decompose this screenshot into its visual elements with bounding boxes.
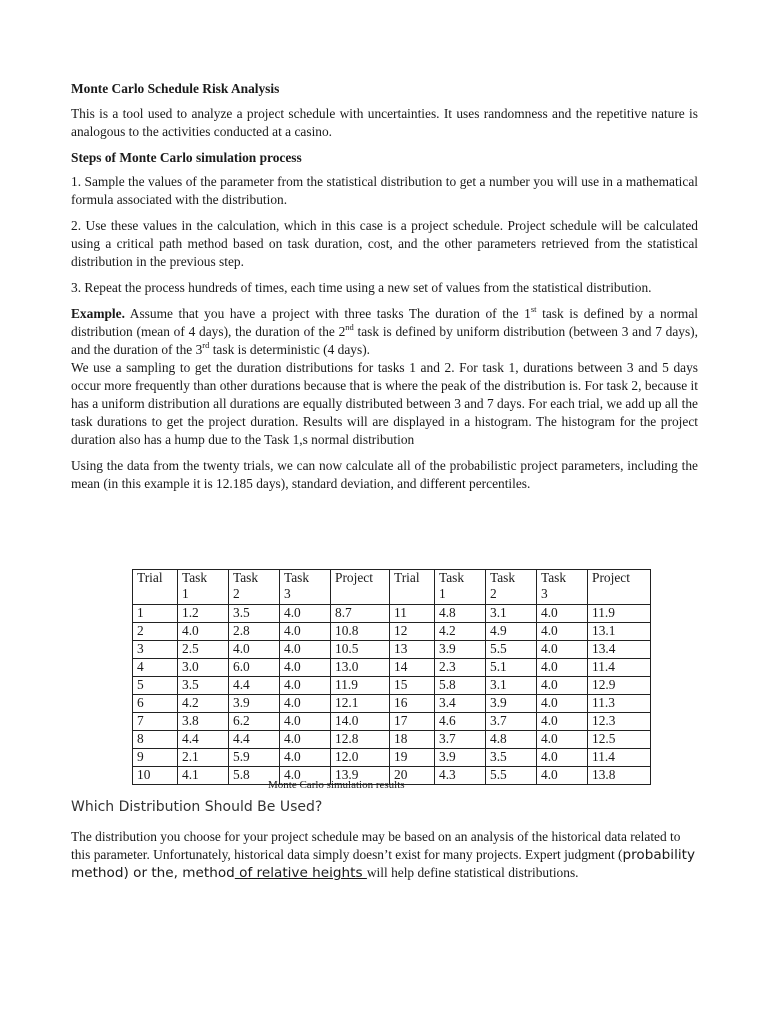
table-cell: 20 <box>390 767 435 785</box>
column-header-line: Trial <box>394 570 420 585</box>
column-header-line: 1 <box>182 586 189 601</box>
distribution-paragraph <box>71 828 701 882</box>
column-header-line: Project <box>335 570 373 585</box>
example-text-4: task is deterministic (4 days). <box>209 342 371 357</box>
table-caption: Monte Carlo simulation results <box>268 779 405 791</box>
table-cell: 4.0 <box>537 749 588 767</box>
column-header-line: Task <box>490 570 516 585</box>
table-cell: 3.5 <box>486 749 537 767</box>
table-cell: 10.5 <box>331 641 390 659</box>
column-header-line: Task <box>541 570 567 585</box>
steps-heading: Steps of Monte Carlo simulation process <box>71 150 302 165</box>
table-cell: 4.1 <box>178 767 229 785</box>
table-cell: 3 <box>133 641 178 659</box>
table-cell: 3.7 <box>435 731 486 749</box>
table-cell: 4.0 <box>537 731 588 749</box>
column-header <box>331 570 390 605</box>
table-cell: 3.1 <box>486 605 537 623</box>
table-cell: 3.7 <box>486 713 537 731</box>
table-cell: 4.0 <box>280 641 331 659</box>
example-text-1: Assume that you have a project with three tasks The duration of the 1 <box>124 306 531 321</box>
table-cell: 4.0 <box>537 623 588 641</box>
table-cell: 11.4 <box>588 749 651 767</box>
column-header-line: 1 <box>439 586 446 601</box>
table-cell: 12.5 <box>588 731 651 749</box>
table-cell: 4.9 <box>486 623 537 641</box>
table-cell: 4.0 <box>537 641 588 659</box>
document-body <box>71 80 698 501</box>
column-header-line: Task <box>233 570 259 585</box>
column-header-line: 2 <box>490 586 497 601</box>
example-paragraph <box>71 305 698 359</box>
table-cell: 3.9 <box>486 695 537 713</box>
table-cell: 4.0 <box>537 659 588 677</box>
table-row <box>133 749 651 767</box>
distribution-text-3: will help define statistical distributions. <box>366 865 579 880</box>
example-text-3: task is defined by uniform distribution (between 3 and 7 days), and the duration of the 3 <box>71 324 698 357</box>
table-row <box>133 713 651 731</box>
table-cell: 12.0 <box>331 749 390 767</box>
table-row <box>133 641 651 659</box>
column-header-line: Task <box>182 570 208 585</box>
table-cell: 6.2 <box>229 713 280 731</box>
table-cell: 4.0 <box>280 623 331 641</box>
column-header <box>178 570 229 605</box>
table-cell: 2.1 <box>178 749 229 767</box>
table-cell: 4.0 <box>280 767 331 785</box>
table-cell: 4.0 <box>280 731 331 749</box>
table-cell: 4.4 <box>178 731 229 749</box>
table-cell: 4.8 <box>486 731 537 749</box>
table-cell: 3.9 <box>435 641 486 659</box>
table-row <box>133 731 651 749</box>
column-header-line: 3 <box>284 586 291 601</box>
column-header <box>280 570 331 605</box>
table-cell: 13.8 <box>588 767 651 785</box>
table-cell: 3.8 <box>178 713 229 731</box>
table-cell: 2.5 <box>178 641 229 659</box>
table-cell: 14 <box>390 659 435 677</box>
table-cell: 4.0 <box>280 677 331 695</box>
table-cell: 11.9 <box>588 605 651 623</box>
table-cell: 4.4 <box>229 731 280 749</box>
table-cell: 17 <box>390 713 435 731</box>
table-header-row <box>133 570 651 605</box>
column-header-line: 2 <box>233 586 240 601</box>
column-header-line: Task <box>284 570 310 585</box>
table-cell: 12.3 <box>588 713 651 731</box>
table-cell: 1 <box>133 605 178 623</box>
table-cell: 5 <box>133 677 178 695</box>
table-cell: 4.0 <box>280 605 331 623</box>
table-cell: 2 <box>133 623 178 641</box>
column-header-line: Task <box>439 570 465 585</box>
table-cell: 14.0 <box>331 713 390 731</box>
table-cell: 5.8 <box>435 677 486 695</box>
table-cell: 18 <box>390 731 435 749</box>
example-label: Example. <box>71 306 125 321</box>
table-cell: 3.5 <box>178 677 229 695</box>
distribution-text-2: ) or the, method <box>123 865 235 881</box>
table-cell: 8 <box>133 731 178 749</box>
table-row <box>133 605 651 623</box>
table-body <box>133 605 651 785</box>
table-cell: 5.5 <box>486 767 537 785</box>
table-cell: 4.6 <box>435 713 486 731</box>
column-header-line: Project <box>592 570 630 585</box>
table-cell: 5.9 <box>229 749 280 767</box>
table-cell: 4.0 <box>178 623 229 641</box>
table-cell: 8.7 <box>331 605 390 623</box>
ordinal-1: st <box>530 304 537 314</box>
table-cell: 5.5 <box>486 641 537 659</box>
intro-paragraph: This is a tool used to analyze a project schedule with uncertainties. It uses randomness and the repetitive nature is analogous to the activities conducted at a casino. <box>71 106 698 139</box>
table-cell: 12 <box>390 623 435 641</box>
example-text-2: task is defined by a normal distribution (mean of 4 days), the duration of the 2 <box>71 306 698 339</box>
table-cell: 1.2 <box>178 605 229 623</box>
table-cell: 12.1 <box>331 695 390 713</box>
relative-heights-link[interactable]: of relative heights <box>234 865 367 881</box>
table-cell: 5.1 <box>486 659 537 677</box>
table-cell: 4.8 <box>435 605 486 623</box>
table-cell: 3.1 <box>486 677 537 695</box>
table-cell: 13 <box>390 641 435 659</box>
results-table-wrapper <box>132 569 651 785</box>
table-cell: 5.8 <box>229 767 280 785</box>
table-cell: 2.8 <box>229 623 280 641</box>
table-row <box>133 659 651 677</box>
table-cell: 3.5 <box>229 605 280 623</box>
table-cell: 11.9 <box>331 677 390 695</box>
table-cell: 4.0 <box>537 767 588 785</box>
table-cell: 10.8 <box>331 623 390 641</box>
table-cell: 4.0 <box>280 749 331 767</box>
table-cell: 3.9 <box>229 695 280 713</box>
table-cell: 11.4 <box>588 659 651 677</box>
column-header <box>486 570 537 605</box>
column-header <box>537 570 588 605</box>
table-cell: 9 <box>133 749 178 767</box>
section-heading: Which Distribution Should Be Used? <box>71 799 323 815</box>
table-cell: 12.9 <box>588 677 651 695</box>
table-row <box>133 695 651 713</box>
table-cell: 11.3 <box>588 695 651 713</box>
column-header-line: 3 <box>541 586 548 601</box>
results-table <box>132 569 651 785</box>
step-1: 1. Sample the values of the parameter from the statistical distribution to get a number you will use in a mathematical formula associated with the distribution. <box>71 174 698 207</box>
table-cell: 3.0 <box>178 659 229 677</box>
table-cell: 2.3 <box>435 659 486 677</box>
column-header <box>229 570 280 605</box>
table-cell: 10 <box>133 767 178 785</box>
table-cell: 4.0 <box>537 605 588 623</box>
table-cell: 13.0 <box>331 659 390 677</box>
table-cell: 4.3 <box>435 767 486 785</box>
table-cell: 13.4 <box>588 641 651 659</box>
table-cell: 4.0 <box>537 677 588 695</box>
table-cell: 4.0 <box>537 713 588 731</box>
table-cell: 4.2 <box>435 623 486 641</box>
table-cell: 6 <box>133 695 178 713</box>
twenty-trials-paragraph: Using the data from the twenty trials, we can now calculate all of the probabilistic project parameters, including the mean (in this example it is 12.185 days), standard deviation, and different percentiles. <box>71 458 698 491</box>
table-cell: 13.1 <box>588 623 651 641</box>
step-2: 2. Use these values in the calculation, which in this case is a project schedule. Project schedule will be calculated using a critical path method based on task duration, cost, and the other parameters retrieved from the statistical distribution in the previous step. <box>71 218 698 269</box>
table-cell: 19 <box>390 749 435 767</box>
probability-method-link[interactable]: probability method <box>71 847 696 881</box>
step-3: 3. Repeat the process hundreds of times, each time using a new set of values from the statistical distribution. <box>71 280 652 295</box>
table-cell: 4.0 <box>280 695 331 713</box>
table-cell: 4.0 <box>537 695 588 713</box>
column-header <box>588 570 651 605</box>
page-title: Monte Carlo Schedule Risk Analysis <box>71 81 280 96</box>
column-header <box>133 570 178 605</box>
table-cell: 7 <box>133 713 178 731</box>
distribution-text-1: The distribution you choose for your project schedule may be based on an analysis of the historical data related to this parameter. Unfortunately, historical data simply doesn’t exist for many projects. Expert judgment ( <box>71 829 681 862</box>
table-row <box>133 677 651 695</box>
column-header <box>435 570 486 605</box>
table-cell: 4.0 <box>229 641 280 659</box>
ordinal-3: rd <box>202 340 210 350</box>
table-cell: 4.4 <box>229 677 280 695</box>
sampling-paragraph: We use a sampling to get the duration distributions for tasks 1 and 2. For task 1, durations between 3 and 5 days occur more frequently than other durations because that is where the peak of the distribution is. For task 2, because it has a uniform distribution all durations are equally distributed between 3 and 7 days. For each trial, we add up all the task durations to get the project duration. Results will are displayed in a histogram. The histogram for the project duration also has a hump due to the Task 1,s normal distribution <box>71 360 698 447</box>
table-cell: 6.0 <box>229 659 280 677</box>
table-cell: 4.0 <box>280 713 331 731</box>
table-cell: 4 <box>133 659 178 677</box>
table-cell: 12.8 <box>331 731 390 749</box>
table-cell: 4.0 <box>280 659 331 677</box>
ordinal-2: nd <box>345 322 354 332</box>
table-cell: 3.9 <box>435 749 486 767</box>
table-cell: 16 <box>390 695 435 713</box>
table-cell: 15 <box>390 677 435 695</box>
table-cell: 13.9 <box>331 767 390 785</box>
table-row <box>133 623 651 641</box>
column-header-line: Trial <box>137 570 163 585</box>
column-header <box>390 570 435 605</box>
table-cell: 11 <box>390 605 435 623</box>
table-cell: 3.4 <box>435 695 486 713</box>
table-cell: 4.2 <box>178 695 229 713</box>
